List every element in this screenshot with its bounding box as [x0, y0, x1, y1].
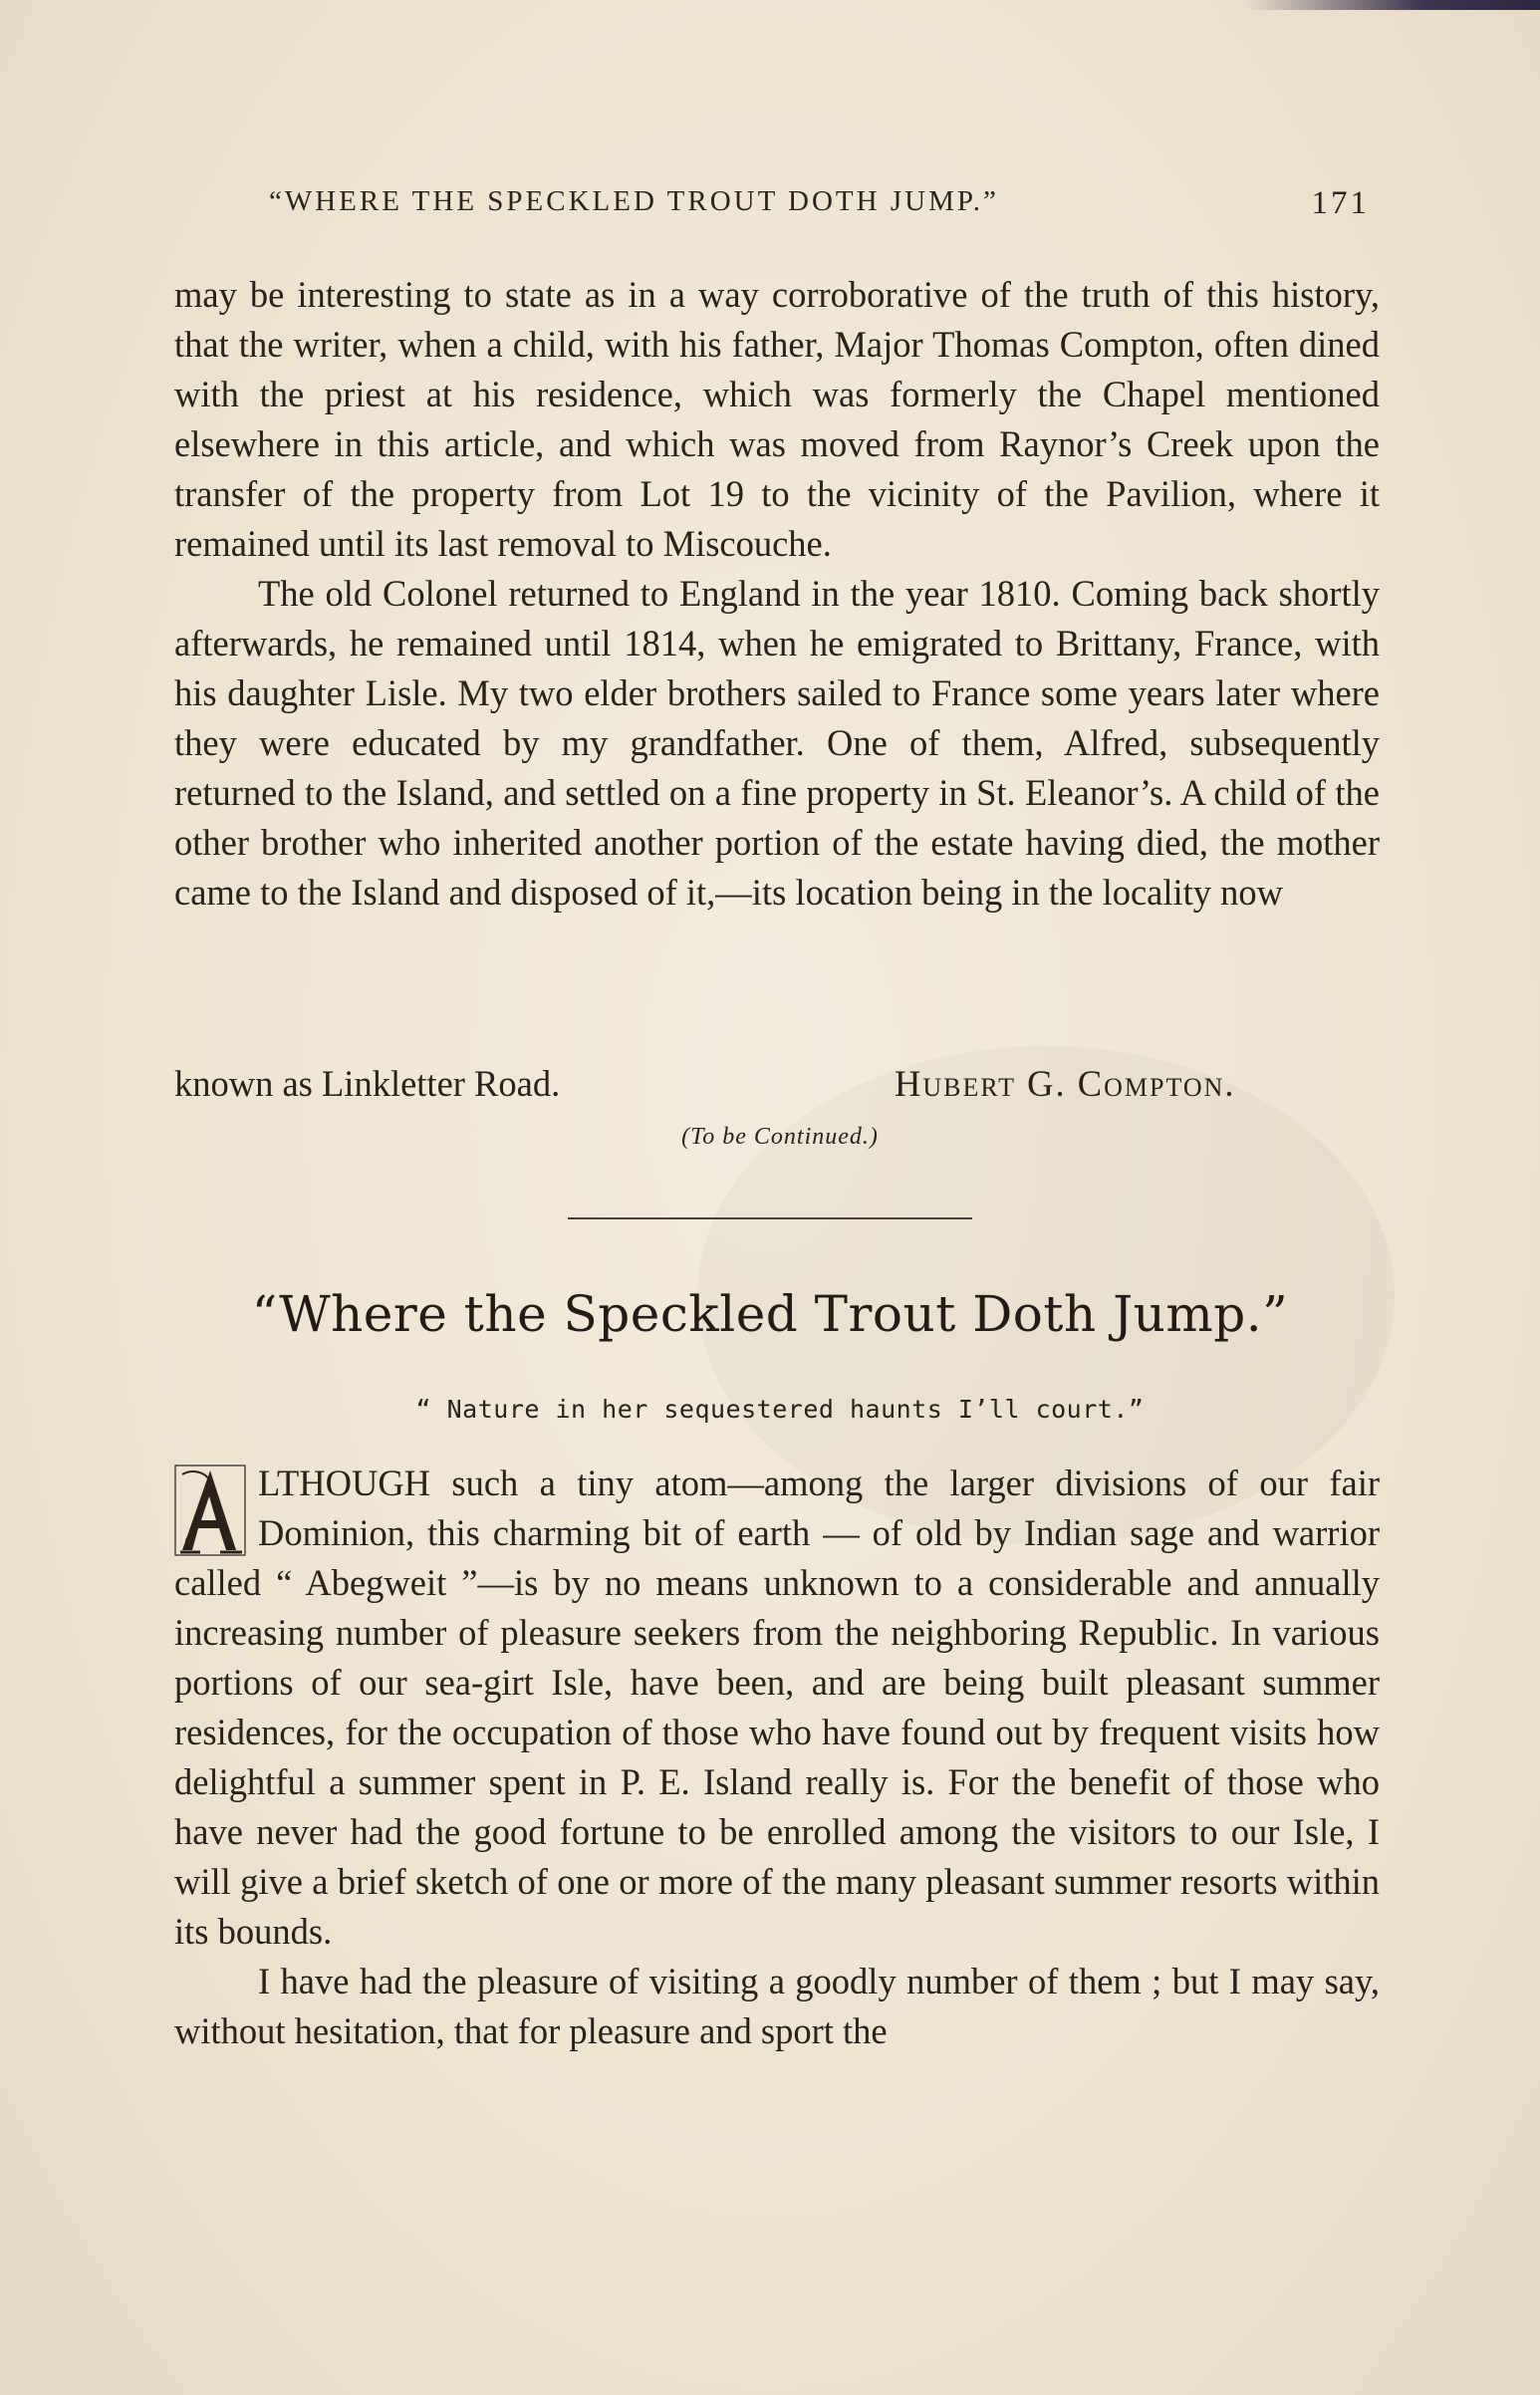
page-top-edge — [1245, 0, 1540, 10]
drop-cap — [174, 1464, 246, 1556]
signoff-line — [174, 1059, 1380, 1109]
closing-text: known as Linkletter Road. — [174, 1063, 561, 1104]
paragraph: I have had the pleasure of visiting a goodly number of them ; but I may say, without hesitation, that for pleasure and sport the — [174, 1961, 1380, 2051]
epigraph: “ Nature in her sequestered haunts I’ll court.” — [415, 1395, 1145, 1424]
paragraph: may be interesting to state as in a way corroborative of the truth of this history, that the writer, when a child, with his father, Major Thomas Compton, often dined with the priest at his residence, which was formerly the Chapel mentioned elsewhere in this article, and which was moved from Raynor’s Creek upon the transfer of the property from Lot 19 to the vicinity of the Pavilion, where it remained until its last removal to Miscouche. — [174, 274, 1380, 564]
article-title: “Where the Speckled Trout Doth Jump.” — [251, 1285, 1289, 1343]
page-number: 171 — [1311, 185, 1370, 221]
paragraph: The old Colonel returned to England in the year 1810. Coming back shortly afterwards, he remained until 1814, when he emigrated to Brittany, France, with his daughter Lisle. My two elder brothers sailed to France some years later where they were educated by my grandfather. One of them, Alfred, subsequently returned to the Island, and settled on a fine property in St. Eleanor’s. A child of the other brother who inherited another portion of the estate having died, the mother came to the Island and disposed of it,—its location being in the locality now — [174, 573, 1380, 913]
to-be-continued-note: (To be Continued.) — [681, 1124, 879, 1150]
running-head — [174, 185, 1370, 225]
continued-article-text — [174, 270, 1380, 918]
section-divider — [568, 1217, 972, 1219]
article-body — [174, 1459, 1380, 2056]
paragraph — [174, 1459, 1380, 1957]
paragraph-text: LTHOUGH such a tiny atom—among the larger divisions of our fair Dominion, this charming bit of earth — of old by Indian sage and warrior called “ Abegweit ”—is by no means unknown to a considerable and annually increasing number of pleasure seekers from the neighboring Republic. In various portions of our sea-girt Isle, have been, and are being built pleasant summer residences, for the occupation of those who have found out by frequent visits how delightful a summer spent in P. E. Island really is. For the benefit of those who have never had the good fortune to be enrolled among the visitors to our Isle, I will give a brief sketch of one or more of the many pleasant summer resorts within its bounds. — [174, 1463, 1380, 1952]
ornamental-a-icon — [174, 1464, 246, 1556]
author-signature: Hubert G. Compton. — [895, 1063, 1236, 1104]
running-head-title: “WHERE THE SPECKLED TROUT DOTH JUMP.” — [269, 185, 999, 217]
